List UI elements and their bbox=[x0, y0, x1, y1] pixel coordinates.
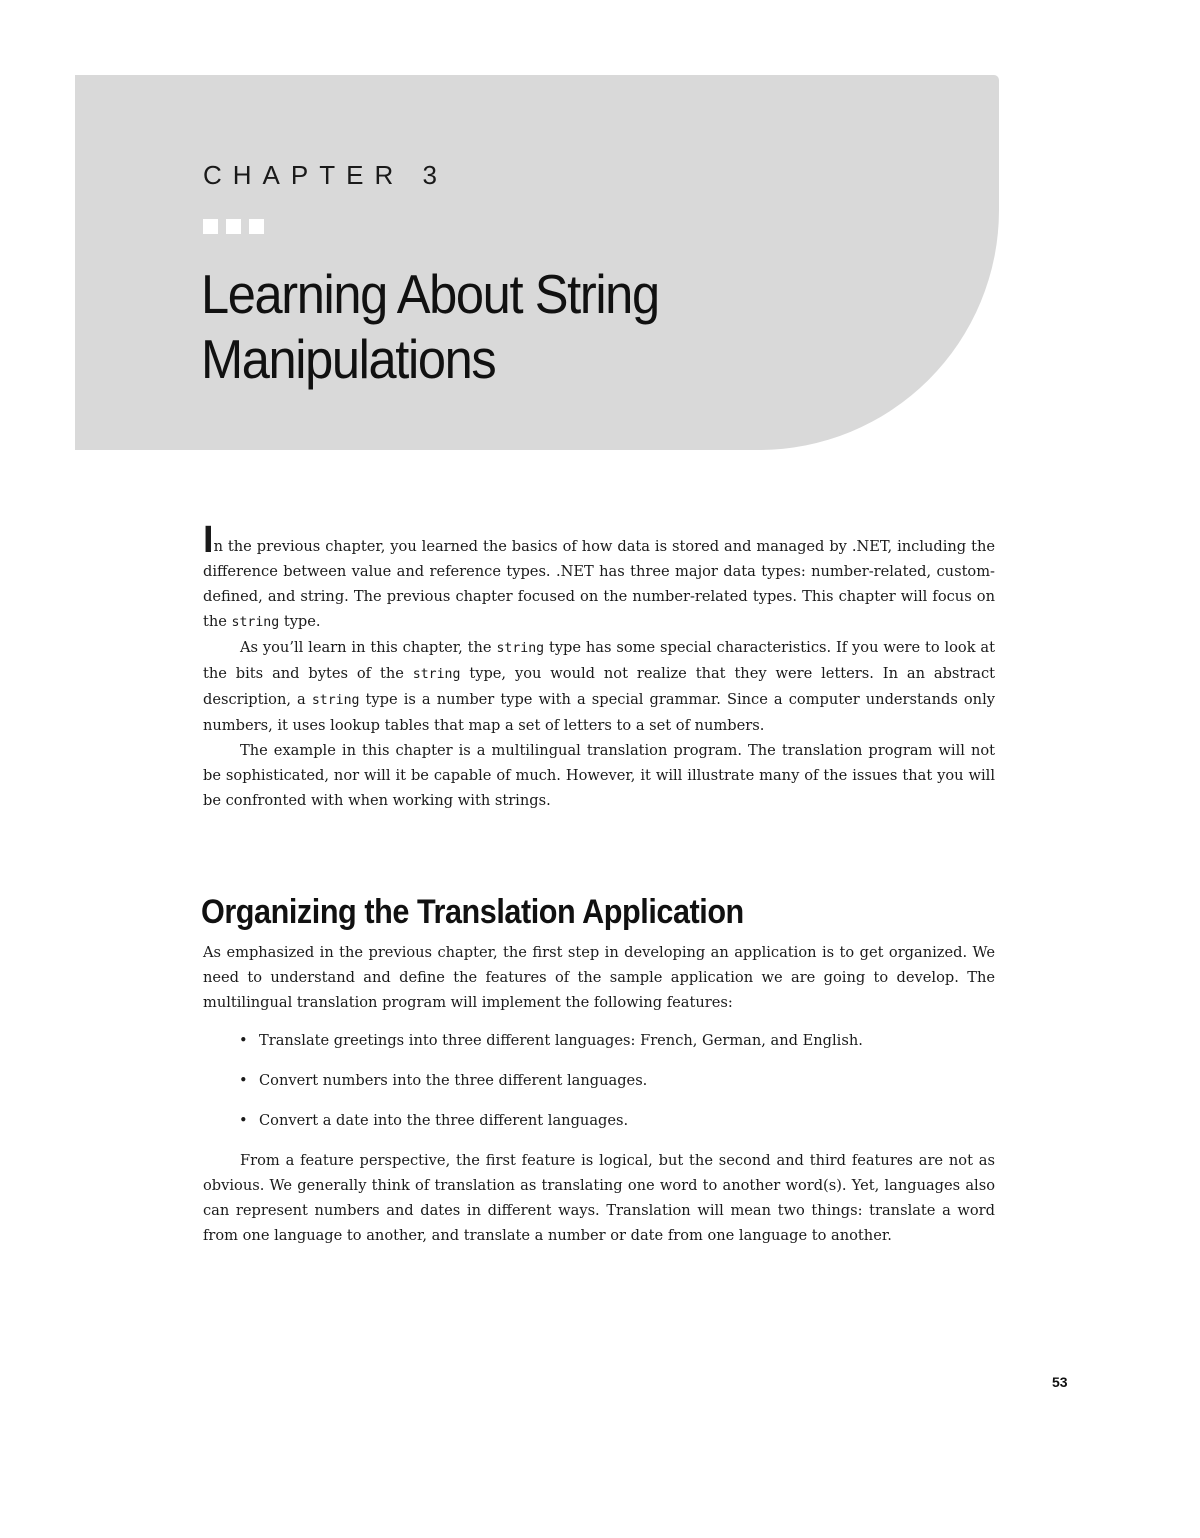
text-run: type is a number type with a special grammar. Since a computer understands only numbers, it uses lookup tables that map a set of letters to a set of numbers. bbox=[203, 691, 995, 734]
section-paragraph-1: As emphasized in the previous chapter, the first step in developing an application is to get organized. We need to understand and define the features of the sample application we are going to develop. The multilingual translation program will implement the following features: bbox=[203, 944, 995, 1011]
chapter-title-line-1: Learning About String bbox=[201, 263, 659, 325]
page-number: 53 bbox=[1052, 1374, 1068, 1390]
text-run: type, you would not realize that they were letters. In an abstract description, a bbox=[203, 665, 995, 708]
text-run: type has some special characteristics. If you were to look at the bits and bytes of the bbox=[203, 639, 995, 682]
inline-code: string bbox=[311, 693, 360, 708]
section-body bbox=[203, 940, 995, 1015]
closing-section bbox=[203, 1148, 995, 1248]
text-run: As you’ll learn in this chapter, the bbox=[240, 639, 497, 656]
list-item: • Translate greetings into three different languages: French, German, and English. bbox=[239, 1028, 863, 1053]
inline-code: string bbox=[412, 667, 461, 682]
text-run: n the previous chapter, you learned the basics of how data is stored and managed by .NET, including the difference between value and reference types. .NET has three major data types: number-related, custom-defined, and string. The previous chapter focused on the number-related types. This chapter will focus on the bbox=[203, 538, 995, 630]
ornament-square bbox=[226, 219, 241, 234]
chapter-title bbox=[201, 262, 900, 392]
text-run: type. bbox=[279, 613, 321, 630]
intro-paragraph-2 bbox=[203, 635, 995, 738]
drop-cap: I bbox=[203, 519, 214, 561]
inline-code: string bbox=[231, 615, 280, 630]
ornament-square bbox=[203, 219, 218, 234]
list-item: • Convert a date into the three different languages. bbox=[239, 1108, 863, 1133]
chapter-title-line-2: Manipulations bbox=[201, 328, 496, 390]
inline-code: string bbox=[496, 641, 545, 656]
chapter-label: CHAPTER 3 bbox=[203, 160, 448, 190]
ornament-square bbox=[249, 219, 264, 234]
feature-list bbox=[239, 1028, 863, 1148]
intro-paragraph-3: The example in this chapter is a multilingual translation program. The translation program will not be sophisticated, nor will it be capable of much. However, it will illustrate many of the issues that you will be confronted with when working with strings. bbox=[203, 742, 995, 809]
list-item: • Convert numbers into the three different languages. bbox=[239, 1068, 863, 1093]
section-paragraph-2: From a feature perspective, the first feature is logical, but the second and third features are not as obvious. We generally think of translation as translating one word to another word(s). Yet, languages also can represent numbers and dates in different ways. Translation will mean two things: translate a word from one language to another, and translate a number or date from one language to another. bbox=[203, 1152, 995, 1244]
intro-section bbox=[203, 519, 995, 813]
chapter-ornament bbox=[203, 219, 264, 234]
intro-paragraph-1 bbox=[203, 519, 995, 635]
section-heading: Organizing the Translation Application bbox=[201, 893, 744, 931]
